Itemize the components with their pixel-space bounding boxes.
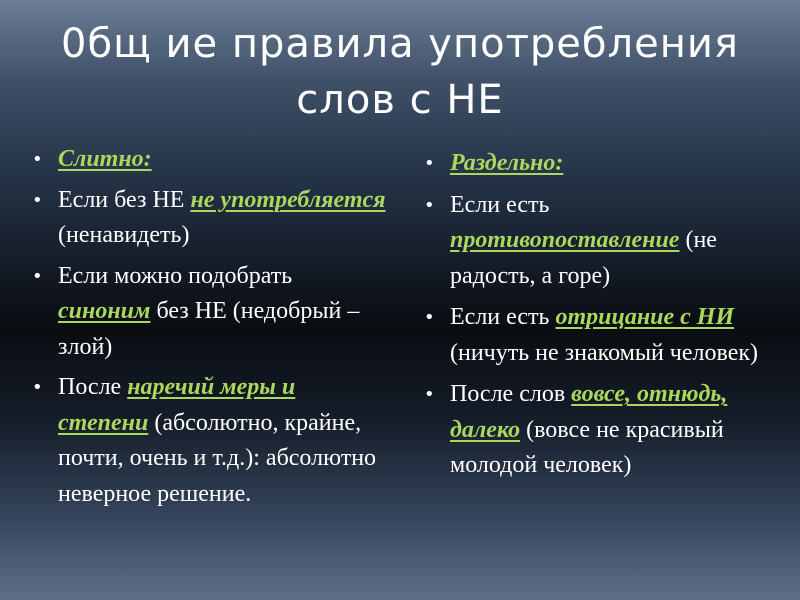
list-item [420, 188, 780, 295]
list-item-heading [28, 142, 388, 178]
rule-text: После слов [450, 381, 572, 407]
rule-example: (вовсе не красивый молодой человек) [450, 416, 724, 478]
slide-title-line-2: слов с НЕ [296, 77, 504, 123]
bullet-icon: • [32, 189, 43, 211]
list-item [420, 377, 780, 484]
rule-example: без НЕ (недобрый – злой) [58, 298, 360, 360]
rule-keyword: синоним [58, 298, 151, 324]
rule-example: (абсолютно, крайне, почти, очень и т.д.): абсолютно неверное решение. [58, 409, 377, 507]
rule-text: Если без НЕ [58, 186, 191, 213]
list-item [28, 259, 388, 366]
rule-text: Если можно подобрать [58, 262, 293, 289]
heading-separate: Раздельно: [450, 150, 564, 176]
rule-keyword: отрицание с НИ [555, 304, 735, 330]
list-item [28, 370, 388, 512]
rule-text: Если есть [450, 304, 556, 330]
rule-text: Если есть [450, 191, 550, 218]
heading-solid: Слитно: [58, 146, 152, 172]
bullet-icon: • [424, 384, 435, 405]
rule-example: (не радость, а горе) [450, 227, 717, 289]
rule-text: После [58, 374, 128, 400]
bullet-icon: • [424, 153, 435, 174]
right-column-separate [420, 146, 780, 490]
bullet-icon: • [32, 377, 43, 398]
left-column-solid [28, 142, 388, 517]
list-item-heading [420, 146, 780, 182]
slide-title [0, 16, 800, 128]
slide-title-line-1: 0бщ ие правила употребления [61, 21, 739, 67]
rule-keyword: вовсе, отнюдь, далеко [450, 381, 728, 443]
list-item [28, 183, 388, 254]
bullet-icon: • [32, 265, 43, 287]
rule-keyword: противопоставление [450, 227, 680, 253]
rule-keyword: наречий меры и степени [58, 374, 296, 436]
bullet-icon: • [32, 149, 43, 170]
rule-example: (ненавидеть) [58, 222, 190, 248]
list-item [420, 300, 780, 371]
bullet-icon: • [424, 194, 435, 216]
bullet-icon: • [424, 307, 435, 328]
rule-example: (ничуть не знакомый человек) [450, 339, 758, 366]
rule-keyword: не употребляется [190, 186, 386, 213]
